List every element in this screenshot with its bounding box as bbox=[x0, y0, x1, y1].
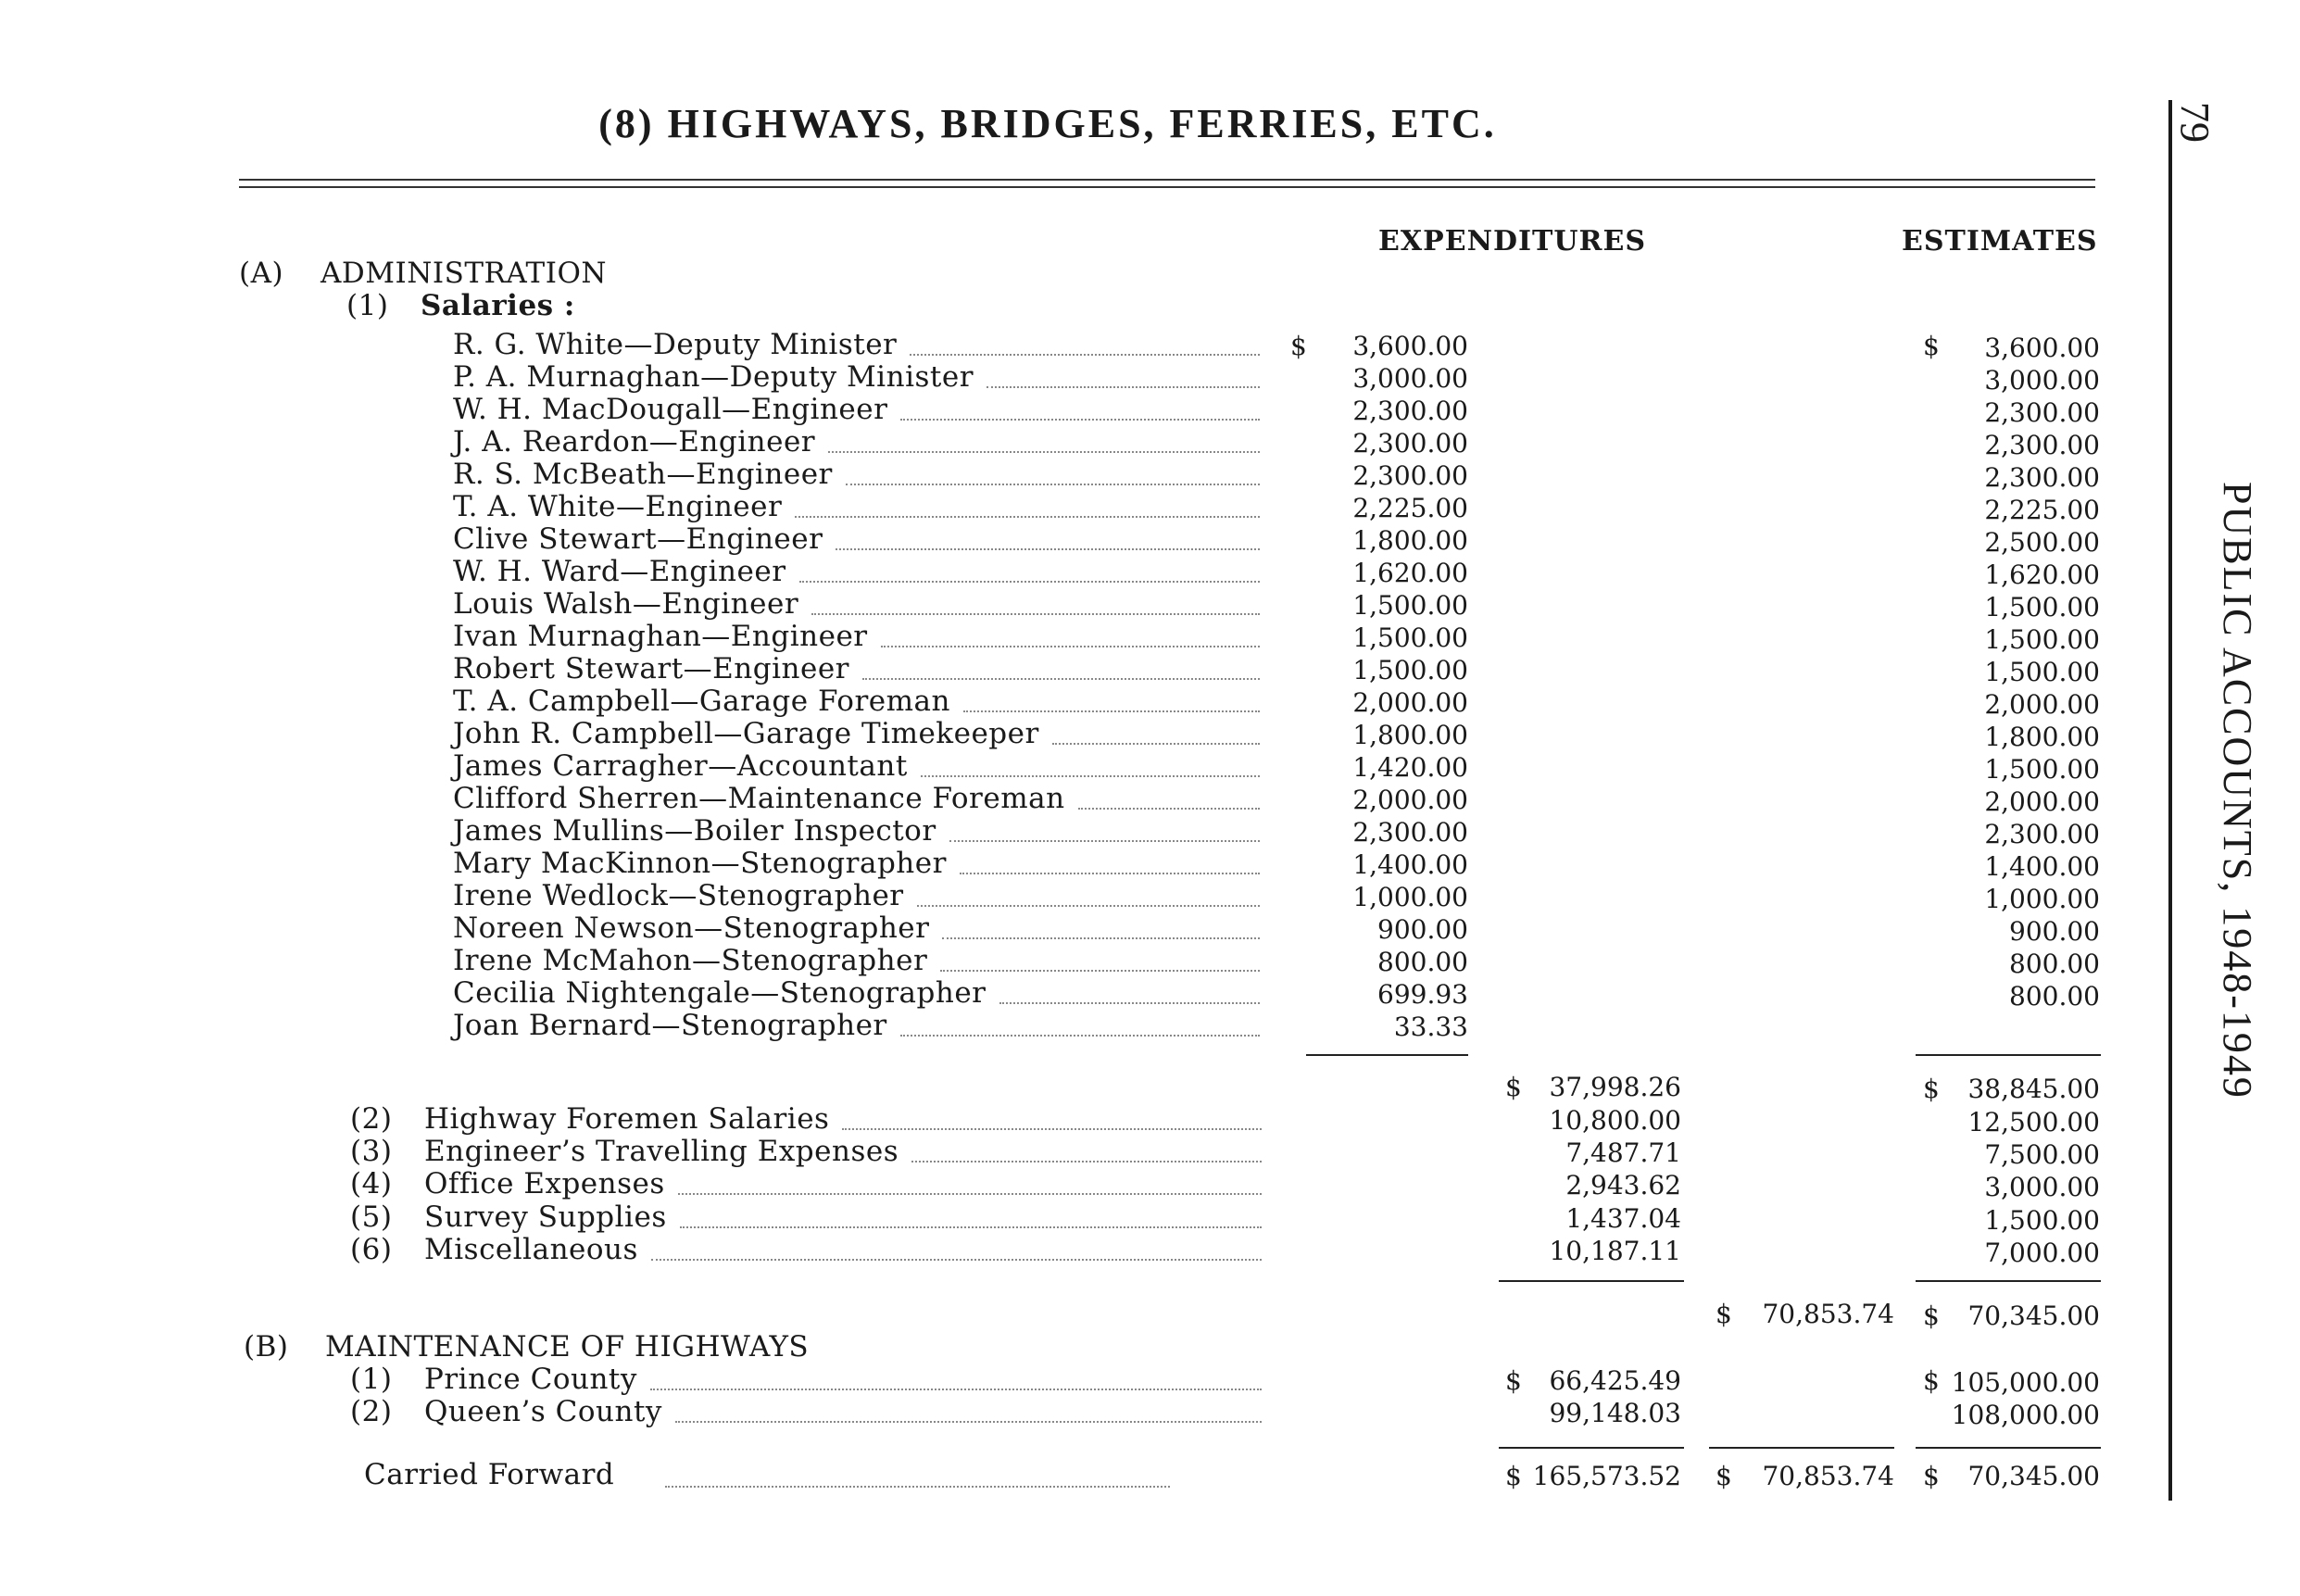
item-number: (4) bbox=[350, 1167, 393, 1201]
section-a-total-expenditure: 70,853.74 bbox=[1762, 1299, 1894, 1329]
salary-expenditure: 1,800.00 bbox=[1352, 525, 1468, 556]
item-number: (6) bbox=[350, 1232, 393, 1266]
carried-forward-leader bbox=[665, 1486, 1170, 1488]
carried-estimate-dollar: $ bbox=[1923, 1461, 1940, 1491]
salary-leader bbox=[987, 386, 1260, 388]
salary-leader bbox=[836, 548, 1260, 550]
item-estimate-dollar: $ bbox=[1923, 1365, 1940, 1396]
salary-name: Clifford Sherren—Maintenance Foreman bbox=[453, 782, 1065, 815]
item-estimate: 7,500.00 bbox=[1984, 1139, 2100, 1171]
salary-expenditure: 2,225.00 bbox=[1352, 493, 1468, 523]
item-expenditure: 2,943.62 bbox=[1565, 1170, 1681, 1201]
item-estimate: 1,500.00 bbox=[1984, 1204, 2100, 1236]
salary-estimate: 1,400.00 bbox=[1984, 851, 2100, 882]
item-expenditure: 66,425.49 bbox=[1549, 1365, 1681, 1396]
expenditures-heading: EXPENDITURES bbox=[1378, 225, 1646, 258]
salary-name: T. A. Campbell—Garage Foreman bbox=[453, 685, 950, 718]
salaries-total-expenditure: 37,998.26 bbox=[1549, 1072, 1681, 1102]
item-estimate: 12,500.00 bbox=[1967, 1107, 2100, 1137]
salary-estimate: 2,300.00 bbox=[1984, 430, 2100, 460]
salary-leader bbox=[1052, 743, 1260, 745]
carried-subtotal: 165,573.52 bbox=[1532, 1461, 1681, 1491]
salary-name: Noreen Newson—Stenographer bbox=[453, 911, 930, 945]
salary-expenditure: 2,300.00 bbox=[1352, 460, 1468, 491]
item-leader bbox=[680, 1226, 1262, 1228]
salaries-label: Salaries : bbox=[421, 289, 575, 322]
carried-subtotal-rule bbox=[1499, 1447, 1684, 1449]
salary-estimate: 1,500.00 bbox=[1984, 624, 2100, 655]
item-label: Queen’s County bbox=[424, 1395, 662, 1428]
salary-name: Mary MacKinnon—Stenographer bbox=[453, 847, 947, 880]
item-expenditure: 10,187.11 bbox=[1549, 1235, 1681, 1266]
item-leader bbox=[651, 1259, 1262, 1261]
section-b-letter: (B) bbox=[244, 1330, 289, 1364]
salary-name: Irene McMahon—Stenographer bbox=[453, 944, 928, 977]
salary-expenditure: 33.33 bbox=[1393, 1012, 1468, 1042]
salary-leader bbox=[921, 775, 1260, 777]
salary-dollar: $ bbox=[1290, 331, 1307, 361]
salary-estimate: 2,000.00 bbox=[1984, 786, 2100, 817]
salary-name: Joan Bernard—Stenographer bbox=[453, 1009, 887, 1042]
salary-expenditure: 800.00 bbox=[1377, 947, 1468, 977]
page-title: (8) HIGHWAYS, BRIDGES, FERRIES, ETC. bbox=[598, 101, 1497, 146]
salary-expenditure: 2,300.00 bbox=[1352, 817, 1468, 848]
header-rule-top bbox=[239, 179, 2095, 181]
salary-expenditure: 1,400.00 bbox=[1352, 849, 1468, 880]
salary-leader bbox=[960, 873, 1260, 874]
salary-expenditure: 900.00 bbox=[1377, 914, 1468, 945]
salary-estimate: 1,500.00 bbox=[1984, 754, 2100, 785]
salary-estimate: 1,620.00 bbox=[1984, 559, 2100, 590]
salary-name: Cecilia Nightengale—Stenographer bbox=[453, 976, 987, 1010]
header-rule-bottom bbox=[239, 186, 2095, 188]
salary-leader bbox=[862, 678, 1260, 680]
salary-leader bbox=[900, 1035, 1260, 1037]
salary-estimate: 2,300.00 bbox=[1984, 819, 2100, 849]
salary-estimate: 2,300.00 bbox=[1984, 462, 2100, 493]
salary-estimate: 3,600.00 bbox=[1984, 333, 2100, 363]
salary-name: Clive Stewart—Engineer bbox=[453, 522, 823, 556]
carried-subtotal-dollar: $ bbox=[1505, 1461, 1522, 1491]
salary-expenditure: 1,420.00 bbox=[1352, 752, 1468, 783]
item-estimate: 7,000.00 bbox=[1984, 1237, 2100, 1268]
salary-expenditure: 1,800.00 bbox=[1352, 720, 1468, 750]
salary-leader bbox=[846, 484, 1260, 485]
item-label: Prince County bbox=[424, 1363, 637, 1396]
salary-expenditure: 2,300.00 bbox=[1352, 396, 1468, 426]
item-leader bbox=[675, 1421, 1262, 1423]
salary-leader bbox=[910, 354, 1260, 356]
salary-leader bbox=[811, 613, 1260, 615]
salary-expenditure: 1,000.00 bbox=[1352, 882, 1468, 912]
section-a-title: ADMINISTRATION bbox=[320, 257, 608, 290]
salary-estimate: 1,500.00 bbox=[1984, 657, 2100, 687]
salary-estimate: 3,000.00 bbox=[1984, 365, 2100, 396]
salary-estimate: 2,225.00 bbox=[1984, 495, 2100, 525]
salary-estimate: 2,000.00 bbox=[1984, 689, 2100, 720]
salaries-number: (1) bbox=[346, 289, 389, 322]
salary-name: T. A. White—Engineer bbox=[453, 490, 783, 523]
salary-expenditure: 2,000.00 bbox=[1352, 687, 1468, 718]
salary-expenditure: 2,000.00 bbox=[1352, 785, 1468, 815]
item-leader bbox=[842, 1128, 1262, 1130]
salary-name: W. H. MacDougall—Engineer bbox=[453, 393, 888, 426]
item-number: (5) bbox=[350, 1200, 393, 1234]
salary-leader bbox=[917, 905, 1260, 907]
salary-name: P. A. Murnaghan—Deputy Minister bbox=[453, 360, 974, 394]
salary-name: Louis Walsh—Engineer bbox=[453, 587, 799, 621]
salary-leader bbox=[828, 451, 1260, 453]
salary-leader bbox=[1078, 808, 1260, 810]
section-a-total-estimate: 70,345.00 bbox=[1967, 1301, 2100, 1331]
carried-estimate-rule bbox=[1916, 1447, 2101, 1449]
item-leader bbox=[678, 1193, 1262, 1195]
salary-estimate-dollar: $ bbox=[1923, 331, 1940, 361]
item-expenditure: 99,148.03 bbox=[1549, 1398, 1681, 1428]
section-b-title: MAINTENANCE OF HIGHWAYS bbox=[325, 1330, 810, 1364]
carried-expenditure-rule bbox=[1709, 1447, 1894, 1449]
salary-expenditure: 1,500.00 bbox=[1352, 622, 1468, 653]
salaries-total-estimate: 38,845.00 bbox=[1967, 1074, 2100, 1104]
salary-leader bbox=[940, 970, 1260, 972]
item-estimate: 108,000.00 bbox=[1951, 1400, 2100, 1430]
section-a-letter: (A) bbox=[239, 257, 284, 290]
item-estimate: 3,000.00 bbox=[1984, 1172, 2100, 1203]
salary-name: Ivan Murnaghan—Engineer bbox=[453, 620, 868, 653]
item-number: (2) bbox=[350, 1395, 393, 1428]
salary-name: James Carragher—Accountant bbox=[453, 749, 908, 783]
item-label: Miscellaneous bbox=[424, 1232, 638, 1266]
salary-expenditure: 3,600.00 bbox=[1352, 331, 1468, 361]
item-number: (3) bbox=[350, 1135, 393, 1169]
salary-name: John R. Campbell—Garage Timekeeper bbox=[453, 717, 1039, 750]
salary-name: Irene Wedlock—Stenographer bbox=[453, 879, 904, 912]
section-a-total-dollar: $ bbox=[1716, 1299, 1732, 1329]
item-dollar: $ bbox=[1505, 1365, 1522, 1396]
salaries-total-estimate-dollar: $ bbox=[1923, 1074, 1940, 1104]
salary-leader bbox=[949, 840, 1260, 842]
item-label: Engineer’s Travelling Expenses bbox=[424, 1135, 899, 1169]
salary-estimate: 1,500.00 bbox=[1984, 592, 2100, 622]
item-leader bbox=[650, 1389, 1262, 1390]
item-estimate: 105,000.00 bbox=[1951, 1367, 2100, 1398]
section-a-estimate-rule bbox=[1916, 1280, 2101, 1282]
carried-forward-label: Carried Forward bbox=[364, 1458, 615, 1491]
salary-name: Robert Stewart—Engineer bbox=[453, 652, 849, 685]
section-a-total-estimate-dollar: $ bbox=[1923, 1301, 1940, 1331]
item-number: (2) bbox=[350, 1102, 393, 1136]
salaries-total-dollar: $ bbox=[1505, 1072, 1522, 1102]
salary-leader bbox=[795, 516, 1260, 518]
side-title: PUBLIC ACCOUNTS, 1948-1949 bbox=[2215, 482, 2260, 1100]
item-expenditure: 7,487.71 bbox=[1565, 1137, 1681, 1169]
salary-name: W. H. Ward—Engineer bbox=[453, 555, 786, 588]
salary-expenditure: 3,000.00 bbox=[1352, 363, 1468, 394]
salary-leader bbox=[900, 419, 1260, 421]
carried-expenditure: 70,853.74 bbox=[1762, 1461, 1894, 1491]
salary-leader bbox=[963, 710, 1260, 712]
salary-expenditure: 1,500.00 bbox=[1352, 655, 1468, 685]
margin-rule bbox=[2168, 100, 2172, 1501]
salary-estimate: 1,000.00 bbox=[1984, 884, 2100, 914]
salary-leader bbox=[799, 581, 1260, 583]
salary-estimate: 800.00 bbox=[2009, 949, 2100, 979]
salary-name: R. S. McBeath—Engineer bbox=[453, 458, 833, 491]
item-label: Survey Supplies bbox=[424, 1200, 667, 1234]
salary-name: J. A. Reardon—Engineer bbox=[453, 425, 816, 459]
salary-estimate: 900.00 bbox=[2009, 916, 2100, 947]
salary-leader bbox=[999, 1002, 1260, 1004]
salaries-expenditure-rule bbox=[1306, 1054, 1468, 1056]
item-number: (1) bbox=[350, 1363, 393, 1396]
item-leader bbox=[911, 1161, 1262, 1162]
carried-expenditure-dollar: $ bbox=[1716, 1461, 1732, 1491]
salary-estimate: 800.00 bbox=[2009, 981, 2100, 1012]
salary-expenditure: 2,300.00 bbox=[1352, 428, 1468, 459]
section-a-expenditure-rule bbox=[1499, 1280, 1684, 1282]
salary-leader bbox=[942, 937, 1260, 939]
salary-expenditure: 1,620.00 bbox=[1352, 558, 1468, 588]
item-expenditure: 10,800.00 bbox=[1549, 1105, 1681, 1136]
salary-estimate: 2,300.00 bbox=[1984, 397, 2100, 428]
page-number: 79 bbox=[2172, 102, 2218, 143]
carried-estimate: 70,345.00 bbox=[1967, 1461, 2100, 1491]
estimates-heading: ESTIMATES bbox=[1902, 225, 2098, 258]
item-label: Highway Foremen Salaries bbox=[424, 1102, 830, 1136]
item-label: Office Expenses bbox=[424, 1167, 665, 1201]
salaries-estimate-rule bbox=[1916, 1054, 2101, 1056]
salary-expenditure: 1,500.00 bbox=[1352, 590, 1468, 621]
salary-name: James Mullins—Boiler Inspector bbox=[453, 814, 936, 848]
salary-expenditure: 699.93 bbox=[1377, 979, 1468, 1010]
salary-estimate: 1,800.00 bbox=[1984, 722, 2100, 752]
salary-name: R. G. White—Deputy Minister bbox=[453, 328, 898, 361]
salary-leader bbox=[881, 646, 1260, 647]
item-expenditure: 1,437.04 bbox=[1565, 1202, 1681, 1234]
salary-estimate: 2,500.00 bbox=[1984, 527, 2100, 558]
